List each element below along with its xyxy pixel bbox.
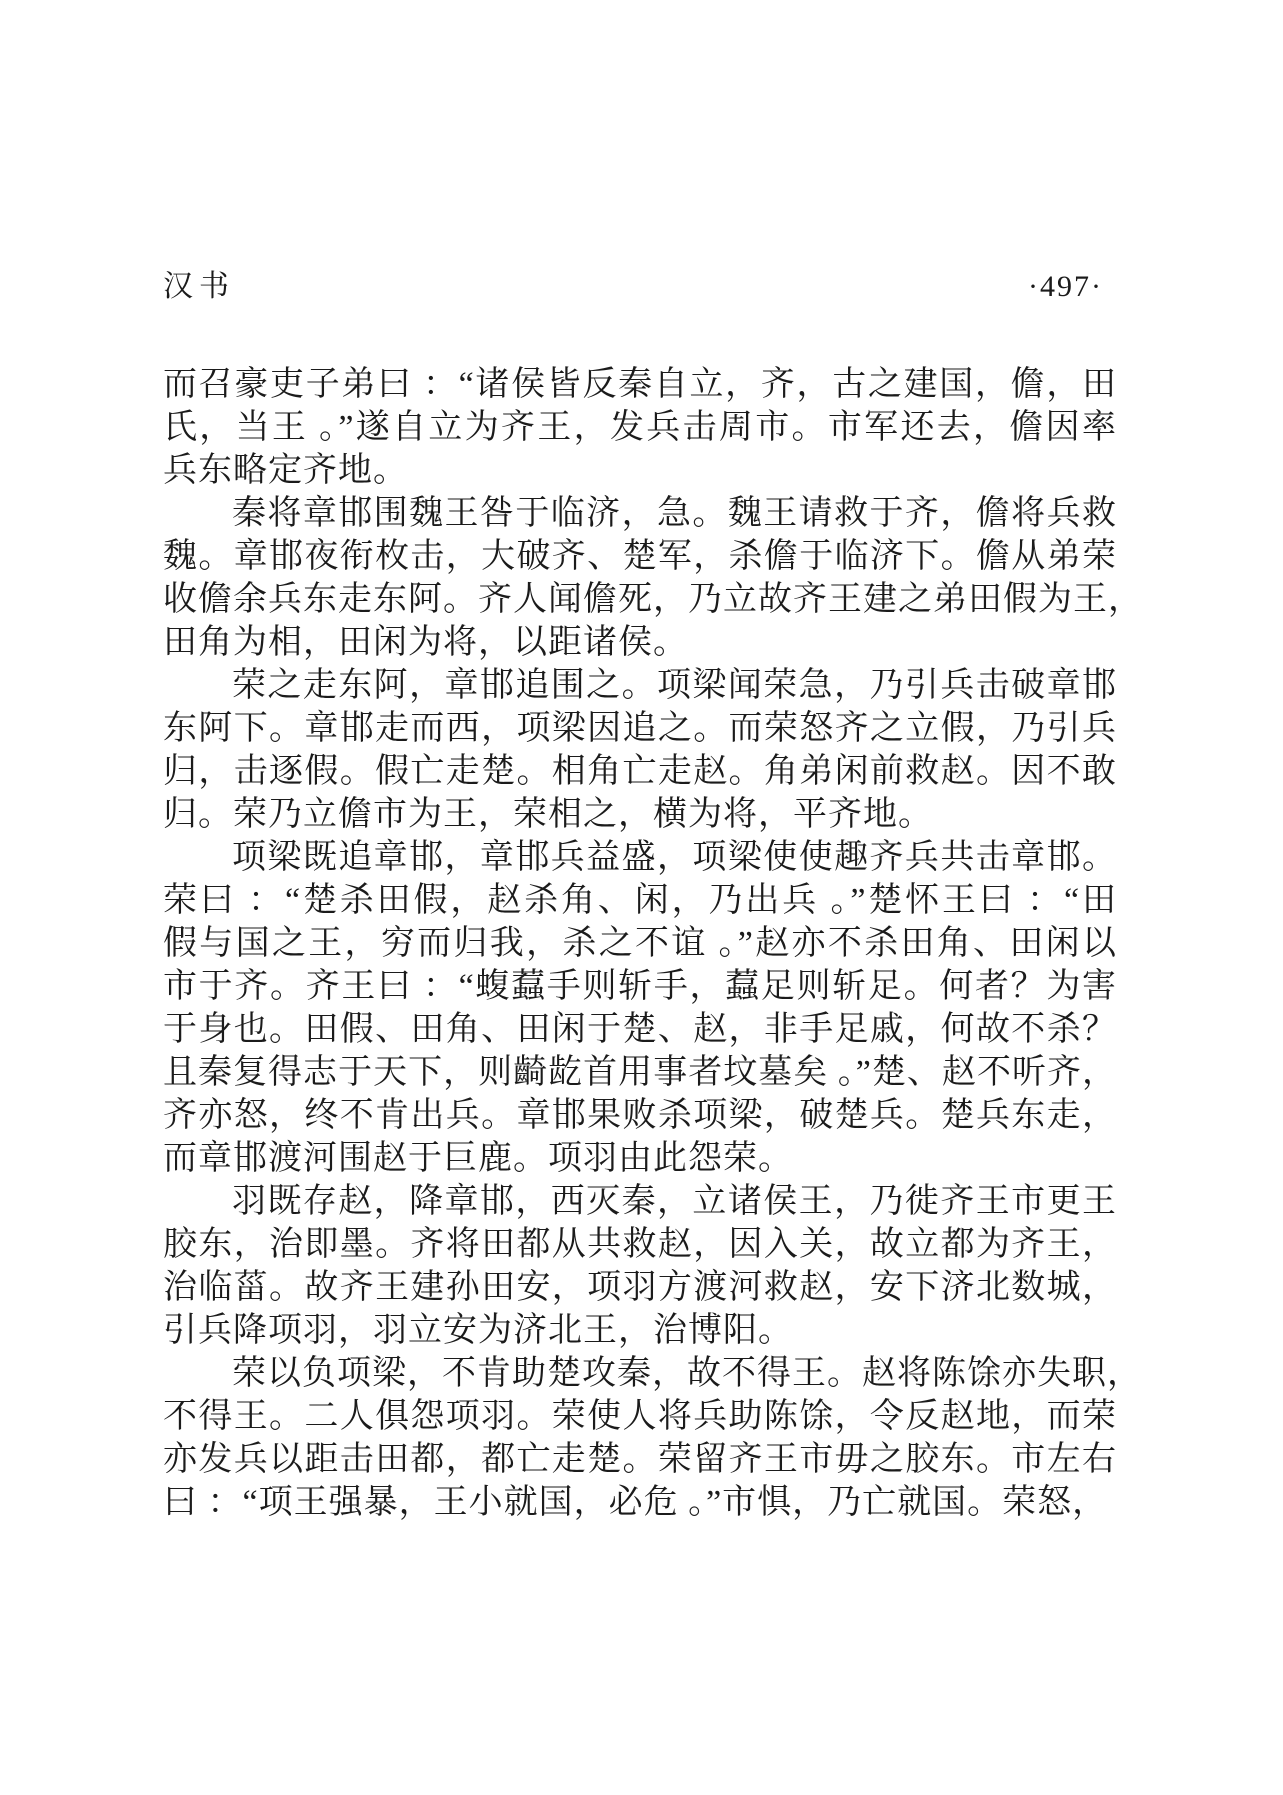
paragraph: [163, 1352, 1142, 1524]
text-line: 市于齐。齐王曰 ：“蝮蠚手则斩手，蠚足则斩足。何者？为害: [163, 968, 1117, 1005]
text-line: 齐亦怒，终不肯出兵。章邯果败杀项梁，破楚兵。楚兵东走，: [163, 1097, 1117, 1134]
text-line: 荣曰 ：“楚杀田假，赵杀角、闲，乃出兵 。”楚怀王曰 ：“田: [163, 882, 1117, 919]
text-line: 胶东，治即墨。齐将田都从共救赵，因入关，故立都为齐王，: [163, 1226, 1117, 1263]
body-text: [163, 363, 1143, 1524]
text-line: 田角为相，田闲为将，以距诸侯。: [163, 624, 688, 661]
text-line: 秦将章邯围魏王咎于临济，急。魏王请救于齐，儋将兵救: [232, 495, 1117, 532]
paragraph: [163, 664, 1117, 836]
text-line: 归。荣乃立儋市为王，荣相之，横为将，平齐地。: [163, 796, 933, 833]
text-line: 治临菑。故齐王建孙田安，项羽方渡河救赵，安下济北数城，: [163, 1269, 1117, 1306]
text-line: 而章邯渡河围赵于巨鹿。项羽由此怨荣。: [163, 1140, 793, 1177]
text-line: 不得王。二人俱怨项羽。荣使人将兵助陈馀，令反赵地，而荣: [163, 1398, 1117, 1435]
paragraph: [163, 836, 1117, 1180]
text-line: 曰 ：“项王强暴，王小就国，必危 。”市惧，乃亡就国。荣怒，: [163, 1484, 1108, 1521]
text-line: 东阿下。章邯走而西，项梁因追之。而荣怒齐之立假，乃引兵: [163, 710, 1117, 747]
text-line: 魏。章邯夜衔枚击，大破齐、楚军，杀儋于临济下。儋从弟荣: [163, 538, 1117, 575]
page-header: [163, 268, 1103, 306]
text-line: 荣之走东阿，章邯追围之。项梁闻荣急，乃引兵击破章邯: [232, 667, 1117, 704]
text-line: 引兵降项羽，羽立安为济北王，治博阳。: [163, 1312, 793, 1349]
paragraph: [163, 363, 1117, 492]
book-title: 汉书: [163, 270, 235, 303]
text-line: 项梁既追章邯，章邯兵益盛，项梁使使趣齐兵共击章邯。: [232, 839, 1117, 876]
text-line: 收儋余兵东走东阿。齐人闻儋死，乃立故齐王建之弟田假为王，: [163, 581, 1143, 618]
text-line: 荣以负项梁，不肯助楚攻秦，故不得王。赵将陈馀亦失职，: [232, 1355, 1142, 1392]
page-number: ·497·: [1028, 270, 1103, 303]
paragraph: [163, 1180, 1117, 1352]
text-line: 于身也。田假、田角、田闲于楚、赵，非手足戚，何故不杀？: [163, 1011, 1117, 1048]
text-line: 归，击逐假。假亡走楚。相角亡走赵。角弟闲前救赵。因不敢: [163, 753, 1117, 790]
text-line: 而召豪吏子弟曰 ：“诸侯皆反秦自立，齐，古之建国，儋，田: [163, 366, 1117, 403]
text-line: 氏，当王 。”遂自立为齐王，发兵击周市。市军还去，儋因率: [163, 409, 1117, 446]
text-line: 且秦复得志于天下，则齮龁首用事者坟墓矣 。”楚、赵不听齐，: [163, 1054, 1117, 1091]
paragraph: [163, 492, 1143, 664]
text-line: 兵东略定齐地。: [163, 452, 408, 489]
text-line: 假与国之王，穷而归我，杀之不谊 。”赵亦不杀田角、田闲以: [163, 925, 1117, 962]
text-line: 亦发兵以距击田都，都亡走楚。荣留齐王市毋之胶东。市左右: [163, 1441, 1117, 1478]
text-line: 羽既存赵，降章邯，西灭秦，立诸侯王，乃徙齐王市更王: [232, 1183, 1117, 1220]
